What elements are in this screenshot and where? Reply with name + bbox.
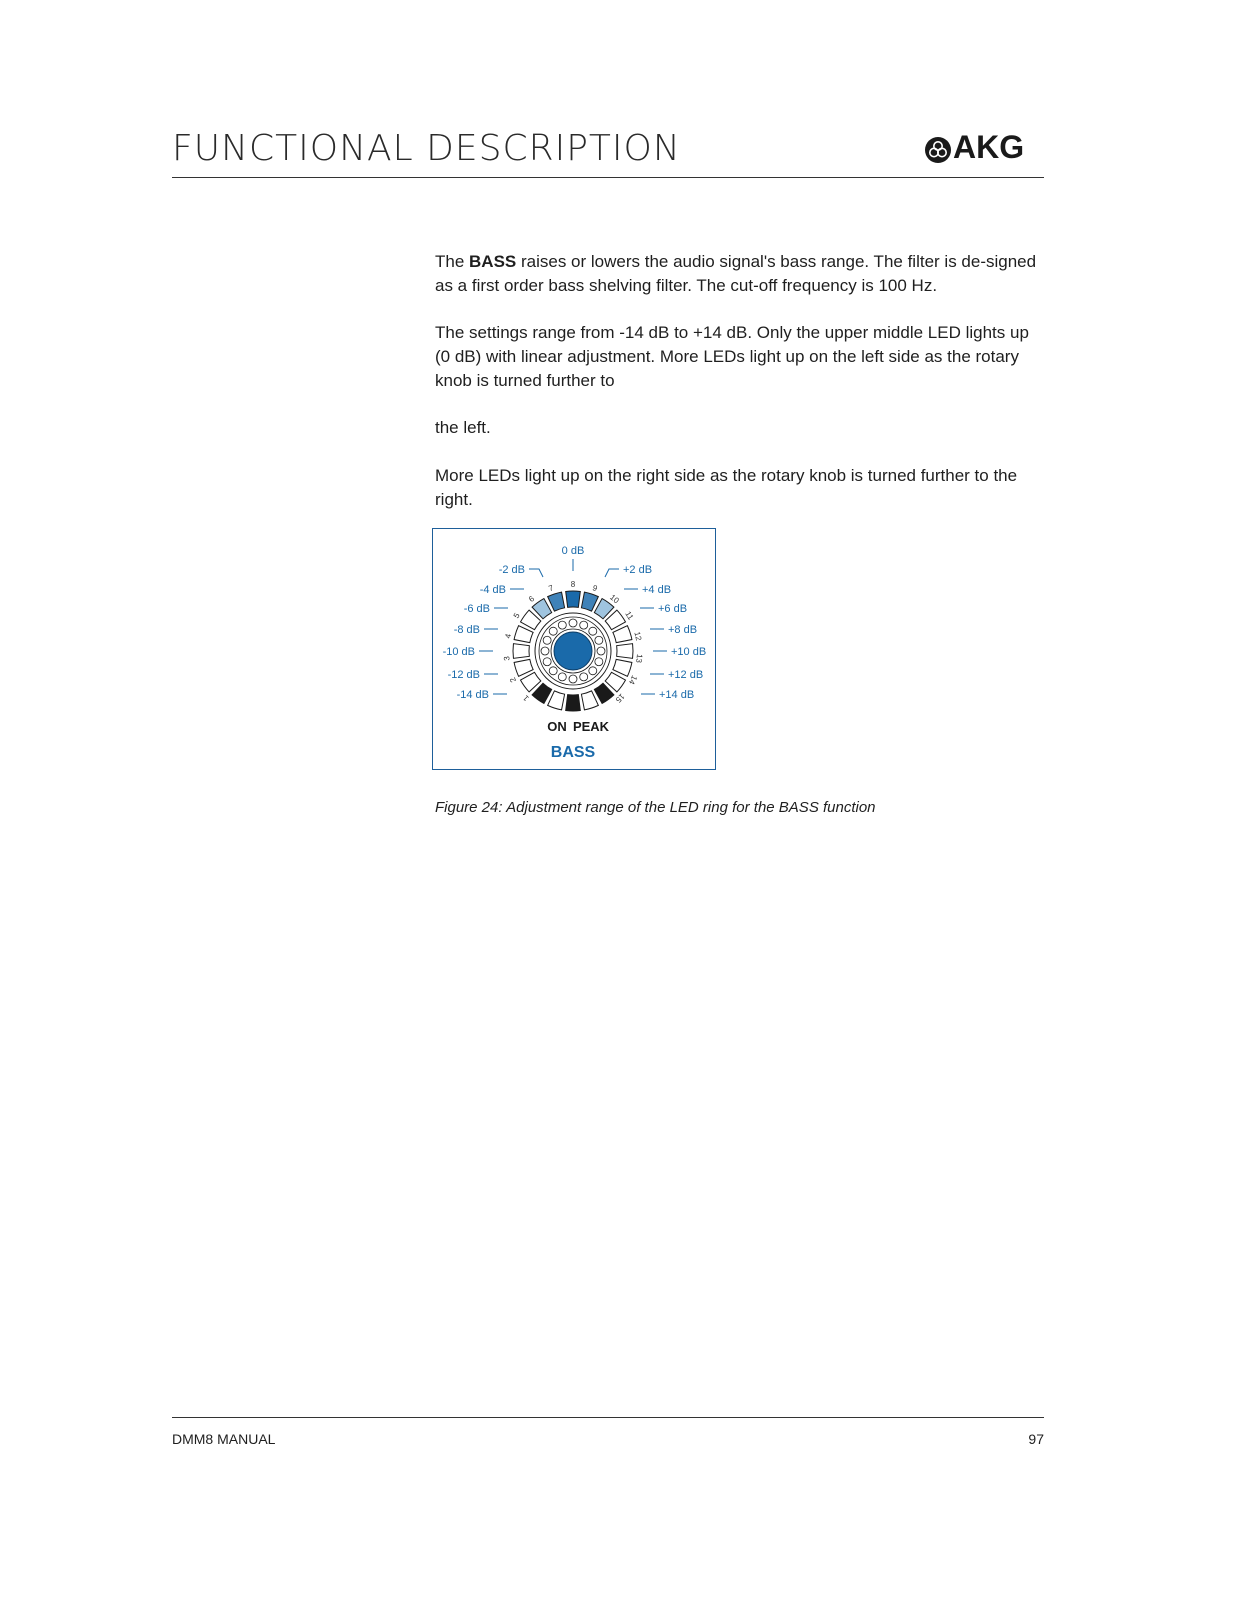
led-number: 6: [526, 594, 537, 604]
knob-cap: [554, 632, 592, 670]
label-right-db: +10 dB: [671, 646, 707, 658]
led-segment: [613, 659, 632, 676]
led-segment: [613, 626, 632, 643]
led-number: 2: [508, 675, 519, 684]
knob-tooth: [543, 658, 551, 666]
paragraph-bass-intro-lead: The: [435, 252, 470, 271]
page-title: FUNCTIONAL DESCRIPTION: [172, 128, 681, 169]
knob-tooth: [595, 658, 603, 666]
label-right-db: +6 dB: [658, 603, 688, 615]
akg-emblem-icon: [924, 136, 952, 164]
led-segment: [581, 691, 598, 710]
label-left-db: -12 dB: [447, 669, 480, 681]
led-number: 1: [521, 693, 531, 703]
label-right-db: +14 dB: [659, 689, 695, 701]
page-number: 97: [1028, 1431, 1044, 1447]
knob-tooth: [569, 619, 577, 627]
led-segment: [514, 626, 533, 643]
led-number: 12: [632, 630, 644, 642]
led-number: 14: [626, 673, 639, 686]
knob-tooth: [580, 621, 588, 629]
led-segment: [513, 644, 529, 659]
bass-label: BASS: [550, 744, 596, 761]
knob-tooth: [543, 636, 551, 644]
label-right-db: +4 dB: [642, 584, 672, 596]
label-0db: 0 dB: [561, 545, 585, 557]
led-number: 11: [623, 609, 636, 622]
knob-tooth: [580, 673, 588, 681]
label-left-db: -2 dB: [498, 564, 525, 576]
label-right-db: +12 dB: [668, 669, 704, 681]
label-left-db: -14 dB: [456, 689, 489, 701]
logo-text: AKG: [953, 129, 1025, 165]
led-number: 5: [511, 611, 522, 620]
led-segment: [548, 691, 565, 710]
led-number: 8: [570, 580, 576, 589]
label-left-db: -6 dB: [463, 603, 490, 615]
figure-caption: Figure 24: Adjustment range of the LED ring for the BASS function: [435, 799, 876, 816]
peak-label: PEAK: [572, 719, 610, 734]
knob-tooth: [589, 627, 597, 635]
led-number: 9: [591, 583, 599, 594]
led-segment: [617, 644, 633, 659]
label-left-db: -4 dB: [479, 584, 506, 596]
knob-tooth: [597, 647, 605, 655]
akg-logo: [924, 129, 1048, 168]
led-number: 13: [634, 653, 645, 664]
knob-tooth: [541, 647, 549, 655]
paragraph-bass-intro-rest: raises or lowers the audio signal's bass range. The filter is de-signed as a first order bass shelving filter. The cut-off frequency is 100 Hz.: [435, 252, 1037, 295]
paragraph-right: More LEDs light up on the right side as the rotary knob is turned further to the right.: [435, 466, 1018, 509]
led-segment: [548, 592, 565, 611]
led-segment: [566, 591, 581, 607]
knob-tooth: [549, 667, 557, 675]
knob-tooth: [589, 667, 597, 675]
led-number: 3: [502, 655, 512, 662]
led-number: 7: [547, 583, 555, 594]
knob-tooth: [549, 627, 557, 635]
header-divider: [172, 177, 1044, 178]
paragraph-bass-intro: [435, 250, 1045, 298]
led-segment: [566, 695, 581, 711]
label-right-leader: [605, 569, 619, 577]
label-right-db: +8 dB: [668, 624, 698, 636]
led-ring-figure: [432, 528, 716, 770]
knob-tooth: [595, 636, 603, 644]
knob-tooth: [558, 621, 566, 629]
knob-tooth: [569, 675, 577, 683]
led-number: 15: [613, 691, 627, 705]
label-right-db: +2 dB: [623, 564, 653, 576]
label-left-leader: [529, 569, 543, 577]
paragraph-left: the left.: [435, 418, 491, 437]
label-left-db: -10 dB: [442, 646, 475, 658]
led-segment: [581, 592, 598, 611]
label-left-db: -8 dB: [453, 624, 480, 636]
paragraph-settings-range: The settings range from -14 dB to +14 dB. Only the upper middle LED lights up (0 dB) with linear adjustment. More LEDs light up on the left side as the rotary knob is turned further to: [435, 323, 1029, 390]
footer-manual-name: DMM8 MANUAL: [172, 1431, 276, 1447]
led-ring-diagram: [433, 529, 717, 771]
bass-term: BASS: [469, 252, 517, 271]
led-segment: [514, 659, 533, 676]
led-number: 4: [503, 633, 514, 640]
knob-tooth: [558, 673, 566, 681]
footer-divider: [172, 1417, 1044, 1418]
on-label: ON: [547, 719, 567, 734]
led-number: 10: [608, 592, 621, 606]
